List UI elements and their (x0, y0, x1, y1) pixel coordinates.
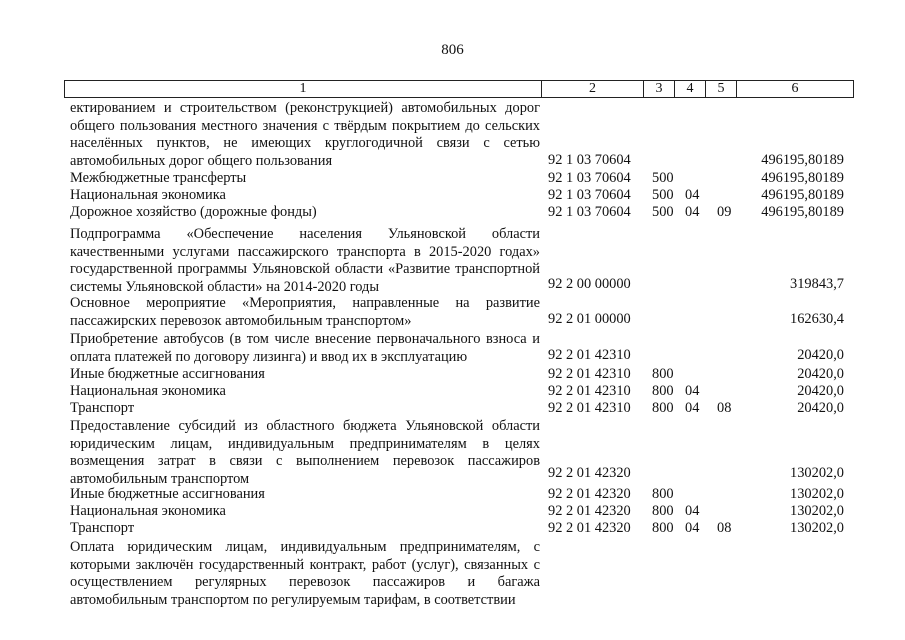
row-vr-code: 800 (652, 400, 674, 416)
row-description: Предоставление субсидий из областного бюджета Ульяновской области юридическим лицам, индивидуальным предпринимателям в целях возмещения затрат в связи с выполнением перевозок пассажиров автомобильным транспортом (70, 418, 540, 487)
column-header-1: 1 (65, 81, 542, 98)
row-description: Приобретение автобусов (в том числе внесение первоначального взноса и оплата платежей по договору лизинга) и ввод их в эксплуатацию (70, 331, 540, 365)
row-amount: 20420,0 (797, 366, 844, 382)
column-header-row (65, 81, 854, 98)
row-amount: 496195,80189 (761, 187, 844, 203)
row-amount: 130202,0 (790, 486, 844, 502)
row-rz-code: 04 (685, 187, 700, 203)
row-csr-code: 92 2 01 42320 (548, 486, 631, 502)
row-vr-code: 800 (652, 503, 674, 519)
row-csr-code: 92 2 01 42320 (548, 520, 631, 536)
row-amount: 130202,0 (790, 520, 844, 536)
row-rz-code: 04 (685, 400, 700, 416)
column-header-6: 6 (737, 81, 854, 98)
row-csr-code: 92 1 03 70604 (548, 170, 631, 186)
row-vr-code: 500 (652, 187, 674, 203)
row-description: Национальная экономика (70, 503, 226, 519)
row-csr-code: 92 1 03 70604 (548, 152, 631, 168)
row-vr-code: 500 (652, 204, 674, 220)
row-rz-code: 04 (685, 383, 700, 399)
row-description: ектированием и строительством (реконструкцией) автомобильных дорог общего пользования местного значения с твёрдым покрытием до сельских населённых пунктов, не имеющих круглогодичной связи с сетью автомобильных дорог общего пользования (70, 100, 540, 169)
row-vr-code: 800 (652, 383, 674, 399)
row-csr-code: 92 2 01 42310 (548, 383, 631, 399)
row-description: Иные бюджетные ассигнования (70, 366, 265, 382)
row-csr-code: 92 2 01 42310 (548, 366, 631, 382)
row-csr-code: 92 2 01 42320 (548, 503, 631, 519)
row-amount: 496195,80189 (761, 152, 844, 168)
column-header-table (64, 80, 854, 98)
row-vr-code: 800 (652, 520, 674, 536)
row-amount: 20420,0 (797, 347, 844, 363)
row-amount: 20420,0 (797, 383, 844, 399)
row-csr-code: 92 2 01 42310 (548, 347, 631, 363)
row-pr-code: 08 (717, 520, 732, 536)
row-csr-code: 92 1 03 70604 (548, 204, 631, 220)
row-description: Национальная экономика (70, 383, 226, 399)
column-header-4: 4 (675, 81, 706, 98)
row-csr-code: 92 2 00 00000 (548, 276, 631, 292)
row-csr-code: 92 2 01 42320 (548, 465, 631, 481)
row-csr-code: 92 2 01 42310 (548, 400, 631, 416)
row-amount: 130202,0 (790, 465, 844, 481)
row-vr-code: 800 (652, 486, 674, 502)
row-rz-code: 04 (685, 204, 700, 220)
column-header-5: 5 (706, 81, 737, 98)
row-amount: 20420,0 (797, 400, 844, 416)
row-description: Национальная экономика (70, 187, 226, 203)
row-rz-code: 04 (685, 503, 700, 519)
row-description: Основное мероприятие «Мероприятия, направленные на развитие пассажирских перевозок автомобильным транспортом» (70, 295, 540, 329)
row-pr-code: 09 (717, 204, 732, 220)
row-amount: 319843,7 (790, 276, 844, 292)
row-amount: 162630,4 (790, 311, 844, 327)
row-description: Межбюджетные трансферты (70, 170, 247, 186)
row-description: Подпрограмма «Обеспечение населения Ульяновской области качественными услугами пассажирского транспорта в 2015-2020 годах» государственной программы Ульяновской области «Развитие транспортной системы Ульяновской области» на 2014-2020 годы (70, 226, 540, 295)
row-vr-code: 500 (652, 170, 674, 186)
row-rz-code: 04 (685, 520, 700, 536)
row-csr-code: 92 2 01 00000 (548, 311, 631, 327)
page-number: 806 (441, 42, 464, 58)
row-description: Оплата юридическим лицам, индивидуальным предпринимателям, с которыми заключён государственный контракт, работ (услуг), связанных с осуществлением регулярных перевозок пассажиров и багажа автомобильным транспортом по регулируемым тарифам, в соответствии (70, 539, 540, 608)
row-description: Иные бюджетные ассигнования (70, 486, 265, 502)
row-amount: 130202,0 (790, 503, 844, 519)
column-header-3: 3 (644, 81, 675, 98)
row-pr-code: 08 (717, 400, 732, 416)
column-header-2: 2 (542, 81, 644, 98)
row-description: Транспорт (70, 400, 135, 416)
row-csr-code: 92 1 03 70604 (548, 187, 631, 203)
row-description: Транспорт (70, 520, 135, 536)
row-amount: 496195,80189 (761, 170, 844, 186)
row-vr-code: 800 (652, 366, 674, 382)
row-amount: 496195,80189 (761, 204, 844, 220)
row-description: Дорожное хозяйство (дорожные фонды) (70, 204, 317, 220)
